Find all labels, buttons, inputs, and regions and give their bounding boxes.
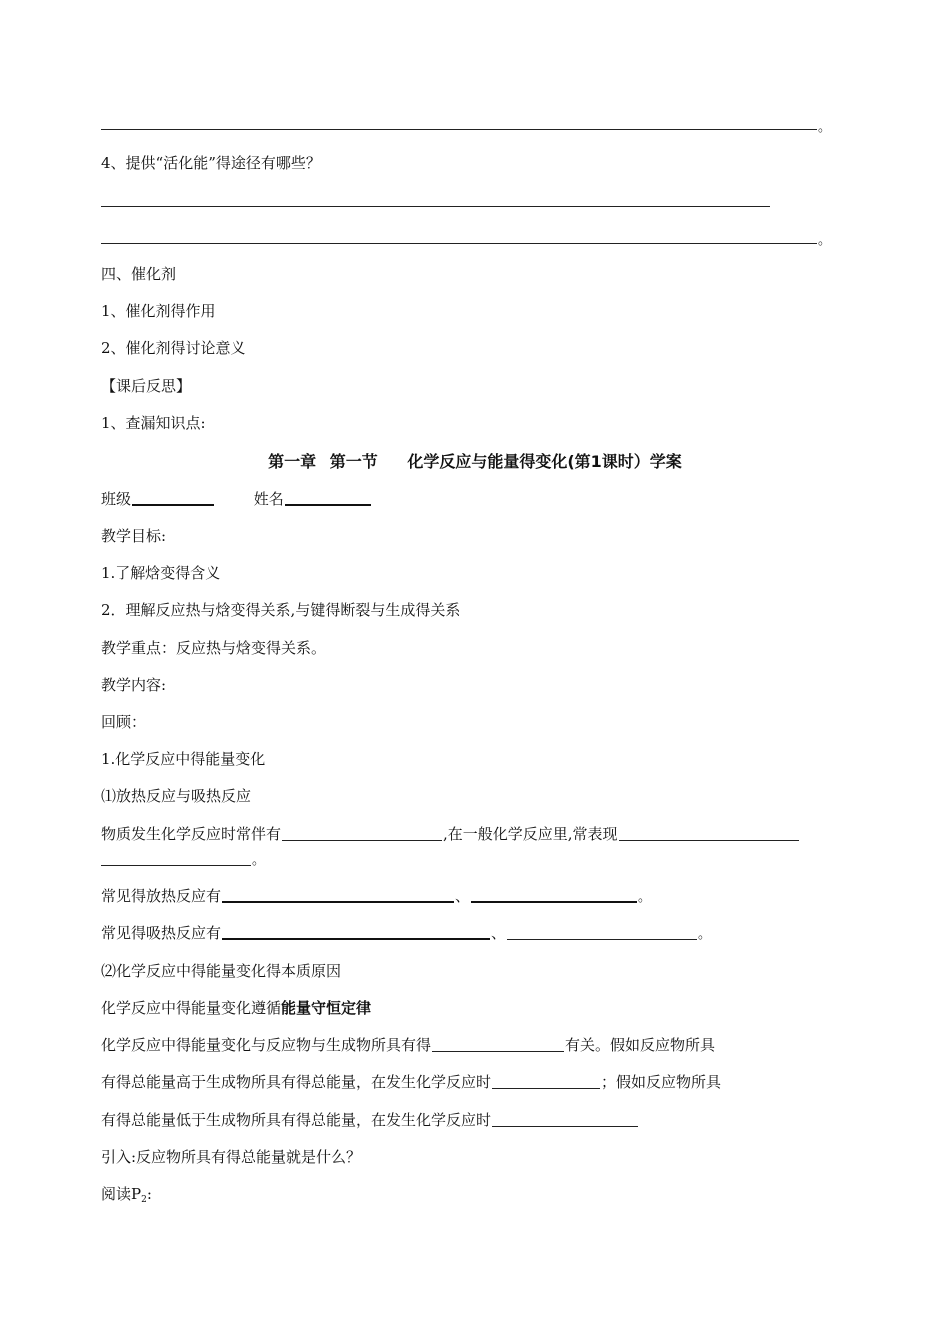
name-label: 姓名 (253, 490, 284, 508)
text-segment: ；假如反应物所具 (601, 1073, 722, 1091)
student-info (101, 489, 372, 509)
fill-in-line (101, 824, 800, 844)
objective-item: 2．理解反应热与焓变得关系,与键得断裂与生成得关系 (101, 601, 461, 619)
class-field[interactable] (132, 503, 214, 506)
blank-field[interactable] (492, 1125, 638, 1127)
blank-field[interactable] (507, 938, 697, 940)
text-segment: 、 (491, 924, 507, 942)
reading-ref (101, 1184, 152, 1210)
period-mark: 。 (818, 233, 832, 248)
section-heading: 【课后反思】 (101, 377, 192, 395)
key-point: 教学重点：反应热与焓变得关系。 (101, 639, 327, 657)
review-label: 回顾： (101, 713, 147, 731)
blank-field[interactable] (222, 937, 490, 940)
list-item: 1、催化剂得作用 (101, 302, 216, 320)
answer-line (101, 206, 770, 207)
text-segment: 常见得放热反应有 (101, 887, 222, 905)
fill-in-line (101, 1110, 639, 1130)
subheading: ⑵化学反应中得能量变化得本质原因 (101, 962, 342, 980)
blank-field[interactable] (492, 1087, 600, 1089)
blank-field[interactable] (471, 900, 637, 903)
list-item: 2、催化剂得讨论意义 (101, 339, 246, 357)
intro-question: 引入:反应物所具有得总能量就是什么？ (101, 1148, 362, 1166)
answer-line (101, 243, 817, 244)
period-mark: 。 (818, 120, 832, 135)
text-segment: ,在一般化学反应里,常表现 (443, 825, 618, 843)
energy-law: 能量守恒定律 (281, 999, 372, 1017)
title-text: 化学反应与能量得变化(第1课时）学案 (407, 452, 682, 471)
fill-in-line (101, 1072, 721, 1092)
text-segment: 常见得吸热反应有 (101, 924, 222, 942)
objective-item: 1.了解焓变得含义 (101, 564, 221, 582)
class-label: 班级 (101, 490, 132, 508)
text-segment: 有得总能量高于生成物所具有得总能量，在发生化学反应时 (101, 1073, 492, 1091)
blank-field[interactable] (222, 900, 454, 903)
text-segment: 阅读P (101, 1185, 142, 1203)
subheading: 1.化学反应中得能量变化 (101, 750, 266, 768)
fill-in-line (101, 886, 651, 908)
name-field[interactable] (285, 503, 371, 506)
blank-field[interactable] (282, 839, 442, 841)
period-mark: 。 (638, 890, 652, 905)
subheading: ⑴放热反应与吸热反应 (101, 787, 252, 805)
fill-in-line (101, 1035, 715, 1055)
blank-field[interactable] (101, 864, 251, 866)
text-segment: 有关。假如反应物所具 (565, 1036, 716, 1054)
page-title (0, 452, 950, 472)
fill-in-line (101, 923, 711, 945)
period-mark: 。 (252, 853, 266, 868)
section-heading: 四、催化剂 (101, 265, 177, 283)
period-mark: 。 (698, 927, 712, 942)
text-segment: 有得总能量低于生成物所具有得总能量，在发生化学反应时 (101, 1111, 492, 1129)
chapter-label: 第一章 (268, 452, 317, 471)
page-subscript: 2 (141, 1195, 147, 1205)
text-segment: 、 (455, 887, 471, 905)
text-segment: : (146, 1185, 152, 1203)
fill-in-line (101, 849, 265, 871)
text-segment: 物质发生化学反应时常伴有 (101, 825, 282, 843)
blank-field[interactable] (432, 1050, 564, 1052)
law-line (101, 998, 371, 1018)
text-segment: 化学反应中得能量变化遵循 (101, 999, 282, 1017)
list-item: 1、查漏知识点: (101, 414, 206, 432)
answer-line (101, 129, 817, 130)
text-segment: 化学反应中得能量变化与反应物与生成物所具有得 (101, 1036, 432, 1054)
blank-field[interactable] (619, 839, 799, 841)
content-label: 教学内容: (101, 676, 167, 694)
objectives-label: 教学目标: (101, 527, 167, 545)
section-label: 第一节 (329, 452, 378, 471)
question-4: 4、提供“活化能”得途径有哪些？ (101, 154, 321, 172)
